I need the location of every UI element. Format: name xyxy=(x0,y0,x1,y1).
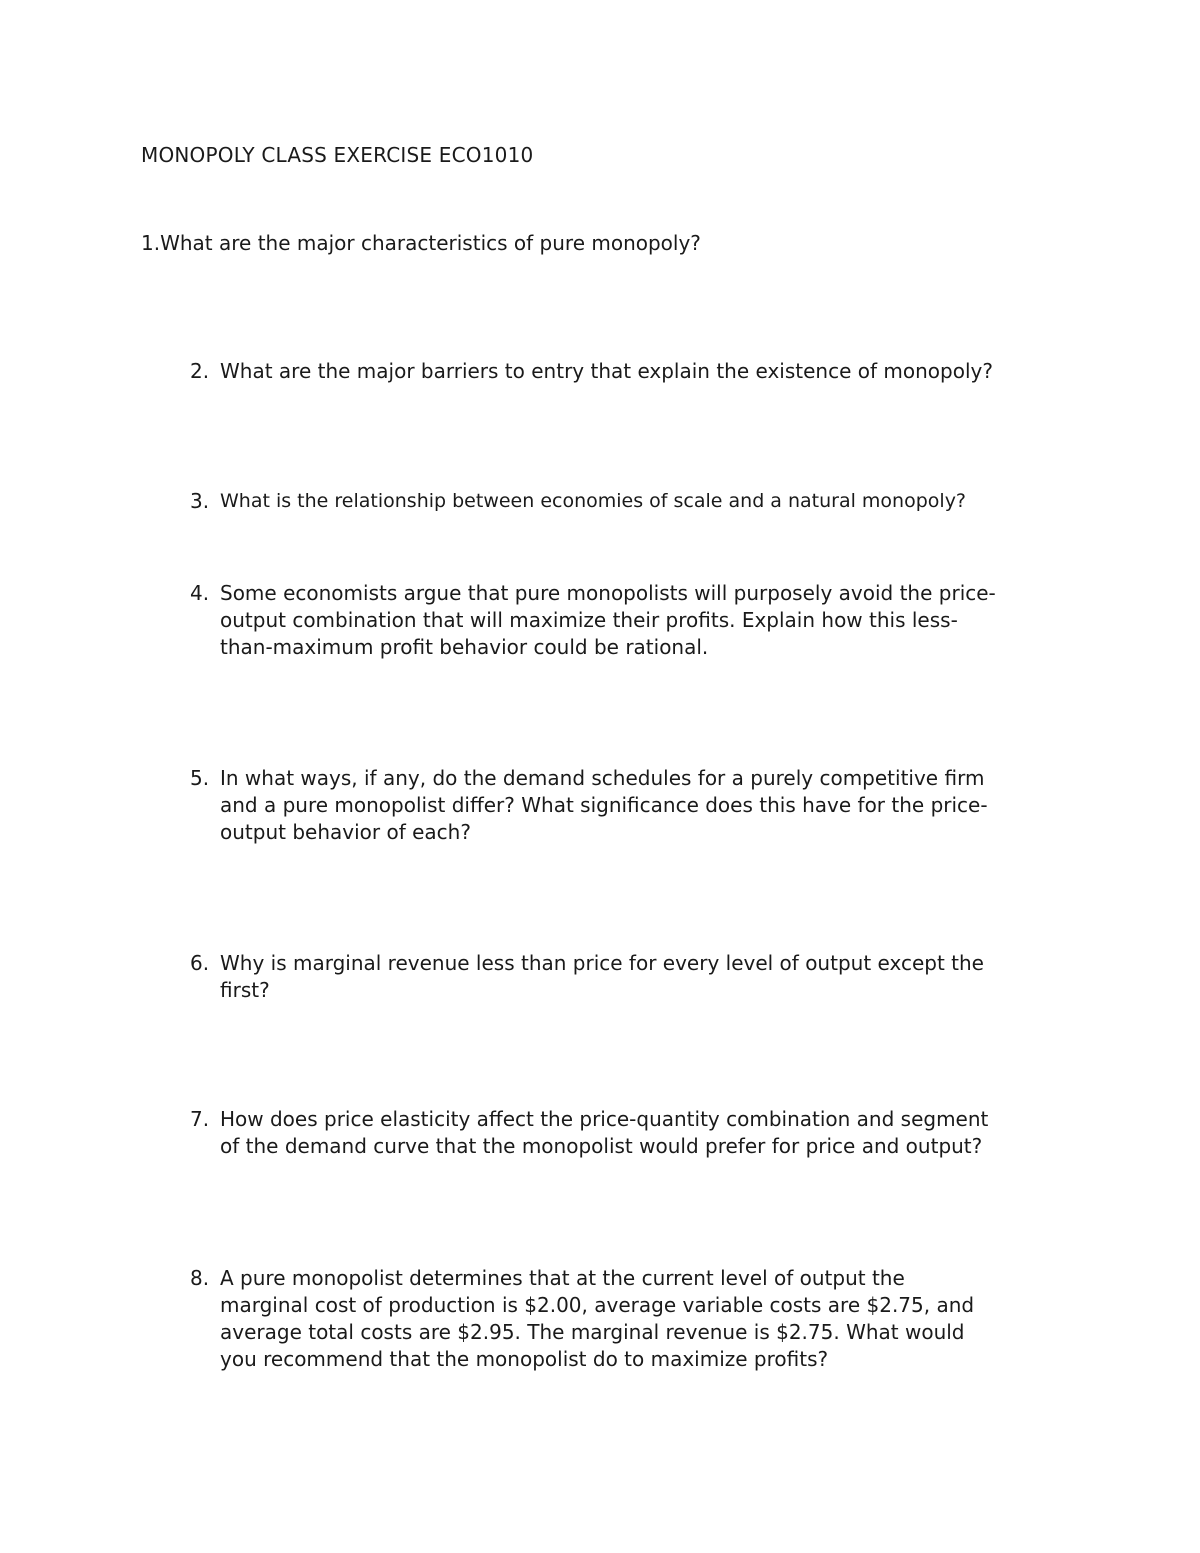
question-5 xyxy=(190,765,1070,846)
question-text: A pure monopolist determines that at the current level of output the marginal cost of production is $2.00, average variable costs are $2.75, and average total costs are $2.95. The marginal revenue is $2.75. What would you recommend that the monopolist do to maximize profits? xyxy=(220,1266,975,1371)
question-text: Some economists argue that pure monopolists will purposely avoid the price- output combination that will maximize their profits. Explain how this less- than-maximum profit behavior could be rational. xyxy=(220,581,996,659)
question-1: 1.What are the major characteristics of pure monopoly? xyxy=(141,231,701,255)
question-number: 5. xyxy=(190,766,210,790)
question-3 xyxy=(190,488,1070,515)
question-text: In what ways, if any, do the demand schedules for a purely competitive firm and a pure monopolist differ? What significance does this have for the price- output behavior of each? xyxy=(220,766,988,844)
question-6 xyxy=(190,950,1070,1004)
question-text: How does price elasticity affect the price-quantity combination and segment of the demand curve that the monopolist would prefer for price and output? xyxy=(220,1107,989,1158)
question-2 xyxy=(190,358,1070,385)
question-number: 2. xyxy=(190,359,210,383)
question-number: 7. xyxy=(190,1107,210,1131)
question-number: 8. xyxy=(190,1266,210,1290)
question-7 xyxy=(190,1106,1070,1160)
question-text: Why is marginal revenue less than price for every level of output except the first? xyxy=(220,951,984,1002)
document-title: MONOPOLY CLASS EXERCISE ECO1010 xyxy=(141,143,534,167)
question-number: 3. xyxy=(190,489,210,513)
question-4 xyxy=(190,580,1070,661)
question-text: What are the major barriers to entry that explain the existence of monopoly? xyxy=(220,359,993,383)
question-number: 4. xyxy=(190,581,210,605)
question-8 xyxy=(190,1265,1070,1373)
question-text: What is the relationship between economies of scale and a natural monopoly? xyxy=(220,490,967,512)
question-number: 6. xyxy=(190,951,210,975)
